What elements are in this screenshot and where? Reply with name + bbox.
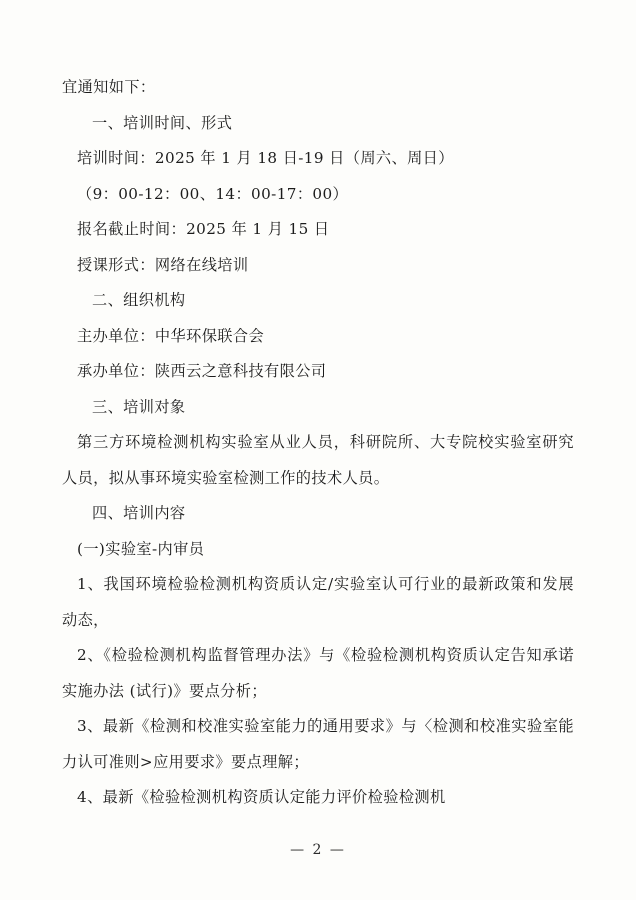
paragraph: 承办单位：陕西云之意科技有限公司 bbox=[77, 362, 327, 380]
paragraph: 2、《检验检测机构监督管理办法》与《检验检测机构资质认定告知承诺实施办法 (试行)》要点分析； bbox=[62, 646, 574, 700]
paragraph: 培训时间：2025 年 1 月 18 日-19 日（周六、周日） bbox=[77, 149, 454, 167]
paragraph: （9：00-12：00、14：00-17：00） bbox=[77, 184, 349, 203]
paragraph: 主办单位：中华环保联合会 bbox=[77, 326, 265, 345]
paragraph: 授课形式：网络在线培训 bbox=[77, 255, 249, 274]
paragraph: 1、我国环境检验检测机构资质认定/实验室认可行业的最新政策和发展动态， bbox=[62, 575, 574, 629]
paragraph: (一)实验室-内审员 bbox=[77, 539, 205, 558]
document-body bbox=[62, 70, 574, 816]
paragraph-heading-section-4: 四、培训内容 bbox=[92, 504, 186, 522]
paragraph: 报名截止时间：2025 年 1 月 15 日 bbox=[77, 220, 330, 238]
paragraph-heading-section-3: 三、培训对象 bbox=[92, 397, 186, 416]
paragraph: 第三方环境检测机构实验室从业人员，科研院所、大专院校实验室研究人员，拟从事环境实验室检测工作的技术人员。 bbox=[62, 433, 574, 487]
page-number: — 2 — bbox=[290, 842, 346, 858]
paragraph: 4、最新《检验检测机构资质认定能力评价检验检测机 bbox=[77, 788, 446, 806]
paragraph-heading-section-1: 一、培训时间、形式 bbox=[92, 113, 233, 132]
paragraph: 3、最新《检测和校准实验室能力的通用要求》与〈检测和校准实验室能力认可准则>应用要求》要点理解； bbox=[62, 717, 574, 771]
paragraph-heading-section-2: 二、组织机构 bbox=[92, 291, 186, 309]
paragraph: 宜通知如下： bbox=[62, 78, 156, 96]
